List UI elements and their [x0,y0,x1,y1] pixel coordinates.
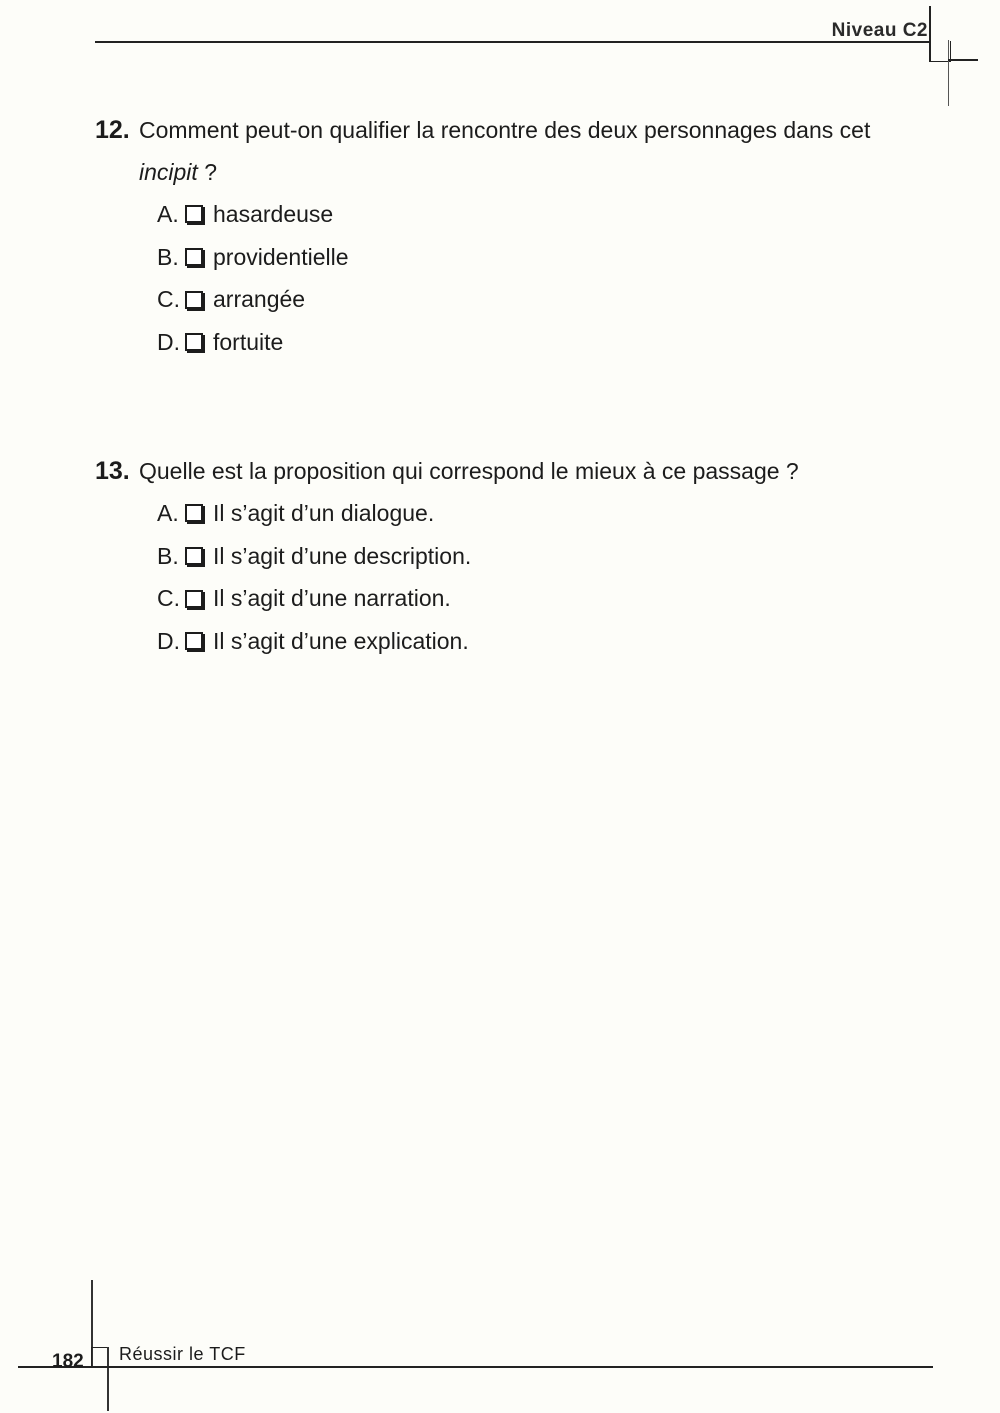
checkbox-icon[interactable] [185,291,203,309]
checkbox-icon[interactable] [185,632,203,650]
option-label: Il s’agit d’un dialogue. [213,500,435,526]
option-letter: B. [157,243,179,270]
checkbox-icon[interactable] [185,205,203,223]
level-label: Niveau C2 [831,20,928,41]
book-title: Réussir le TCF [119,1344,246,1364]
option-label: hasardeuse [213,201,334,227]
question-stem [95,450,925,492]
question-stem [95,109,925,193]
option-letter: A. [157,201,179,227]
checkbox-icon[interactable] [185,547,203,565]
checkbox-icon[interactable] [185,248,203,266]
question-13 [95,450,925,663]
checkbox-icon[interactable] [185,504,203,522]
checkbox-icon[interactable] [185,590,203,608]
option-b[interactable] [157,535,925,578]
option-label: Il s’agit d’une description. [213,542,472,569]
option-label: providentielle [213,243,349,270]
option-letter: C. [157,286,180,313]
question-text: Quelle est la proposition qui correspond le mieux à ce passage ? [139,458,799,484]
question-text: Comment peut-on qualifier la rencontre des deux personnages dans cet [139,117,871,143]
question-number: 13. [95,457,130,485]
option-letter: A. [157,500,179,526]
answer-options [95,492,925,663]
option-d[interactable] [157,620,925,663]
header-rule [95,41,931,43]
option-letter: D. [157,628,180,655]
option-letter: C. [157,585,180,612]
option-letter: B. [157,542,179,569]
option-label: Il s’agit d’une explication. [213,628,469,655]
question-text-italic: incipit [139,159,198,185]
page-number: 182 [52,1351,84,1372]
checkbox-icon[interactable] [185,333,203,351]
header-corner-tick [948,40,949,106]
option-b[interactable] [157,236,925,279]
option-d[interactable] [157,321,925,364]
option-label: fortuite [213,329,284,356]
footer-corner-tick [107,1347,109,1411]
header-corner-tick-horizontal [948,59,978,61]
question-number: 12. [95,116,130,144]
option-a[interactable] [157,492,925,535]
footer-rule [18,1366,933,1368]
option-a[interactable] [157,193,925,236]
option-c[interactable] [157,577,925,620]
question-text-end: ? [197,159,217,185]
option-c[interactable] [157,278,925,321]
option-label: arrangée [213,286,306,313]
footer-corner-box [91,1347,108,1368]
option-letter: D. [157,329,180,356]
answer-options [95,193,925,364]
question-12 [95,109,925,364]
option-label: Il s’agit d’une narration. [213,585,451,612]
